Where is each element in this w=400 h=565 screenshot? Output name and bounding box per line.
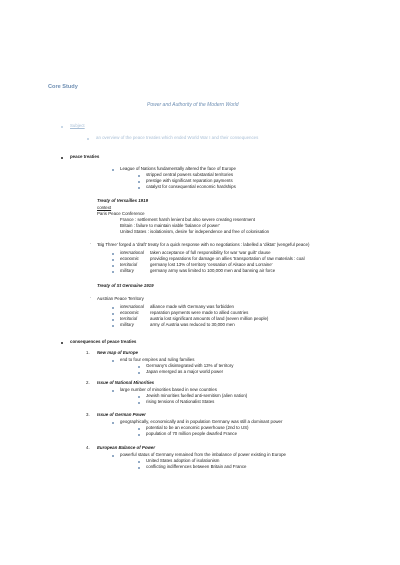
table-value: alliance made with Germany was forbidden	[150, 304, 234, 309]
versailles-line: Paris Peace Conference	[97, 211, 145, 216]
item-number: 3.	[86, 412, 90, 417]
item-number: 4.	[86, 445, 90, 450]
bullet-icon	[61, 157, 63, 159]
item-sub: potential to be an economic powerhouse (2nd to US)	[146, 425, 249, 430]
versailles-context-label: context	[97, 205, 112, 210]
intro-subject-link[interactable]: Subject	[70, 123, 85, 128]
bullet-icon	[112, 169, 114, 171]
bullet-icon	[112, 271, 114, 273]
bullet-icon	[112, 390, 114, 392]
item-title: Issue of National Minorities	[97, 380, 155, 385]
bullet-icon	[112, 319, 114, 321]
bullet-icon	[112, 455, 114, 457]
bullet-icon	[138, 396, 140, 398]
bullet-icon	[138, 181, 140, 183]
item-title: New map of Europe	[97, 350, 138, 355]
bullet-icon	[138, 175, 140, 177]
bullet-icon	[112, 313, 114, 315]
section-heading-consequences: consequences of peace treaties	[70, 339, 137, 344]
item-sub: Jewish minorities fuelled anti-semitism (alien nation)	[146, 393, 248, 398]
bullet-icon	[61, 126, 63, 128]
st-germaine-title: Treaty of St Germaine 1919	[97, 283, 154, 288]
page-title: Power and Authority of the Modern World	[147, 102, 239, 108]
item-number: 2.	[86, 380, 90, 385]
table-value: germany lost 13% of territory 'cessation of Alsace and Lorraine'	[150, 262, 273, 267]
table-key: territorial	[120, 316, 138, 321]
item-title: European Balance of Power	[97, 445, 156, 450]
big-three-line: 'Big Three' forged a 'draft' treaty for a quick response with no negotiations : labelled a 'diktat' (vengeful peace)	[97, 242, 310, 247]
league-sub: catalyst for consequential economic hardships	[146, 184, 236, 189]
item-sub: United States adoption of isolationism	[146, 458, 220, 463]
item-line: powerful status of Germany remained from the imbalance of power existing in Europe	[120, 452, 286, 457]
table-value: germany army was limited to 100,000 men and banning air force	[150, 268, 276, 273]
bullet-icon	[112, 259, 114, 261]
table-value: providing reparations for damage on allies 'transportation of raw materials : coal	[150, 256, 305, 261]
bullet-icon	[138, 366, 140, 368]
table-key: economic	[120, 256, 139, 261]
bullet-icon	[112, 253, 114, 255]
item-sub: population of 70 million people dwarfed France	[146, 431, 238, 436]
item-number: 1.	[86, 350, 90, 355]
league-line: League of Nations fundamentally altered the face of Europe	[120, 166, 236, 171]
bullet-icon	[112, 360, 114, 362]
versailles-line: France : settlement harsh lenient but also severe creating resentment	[120, 217, 255, 222]
bullet-icon	[112, 422, 114, 424]
item-sub: rising tensions of Nationalist States	[146, 399, 215, 404]
table-value: reparation payments were made to allied countries	[150, 310, 249, 315]
versailles-line: United States : isolationism, desire for independence and free of colonisation	[120, 229, 270, 234]
list-marker: ·	[90, 295, 92, 300]
versailles-title: Treaty of Versailles 1919	[97, 198, 149, 203]
item-line: end to four empires and ruling families	[120, 357, 195, 362]
league-sub: stripped central powers substantial territories	[146, 172, 234, 177]
bullet-icon	[138, 461, 140, 463]
item-sub: Japan emerged as a major world power	[146, 369, 224, 374]
table-value: austria lost significant amounts of land (seven million people)	[150, 316, 269, 321]
bullet-icon	[87, 138, 89, 140]
bullet-icon	[112, 325, 114, 327]
table-key: economic	[120, 310, 139, 315]
item-sub: Germany's disintegrated with 13% of territory	[146, 363, 234, 368]
table-key: military	[120, 268, 134, 273]
bullet-icon	[138, 372, 140, 374]
intro-description: an overview of the peace treaties which ended World War I and their consequences	[96, 135, 259, 140]
table-value: taken acceptance of full responsibility for war 'war guilt' clause	[150, 250, 271, 255]
table-key: territorial	[120, 262, 138, 267]
bullet-icon	[138, 467, 140, 469]
bullet-icon	[112, 265, 114, 267]
item-line: large number of minorities based in new countries	[120, 387, 217, 392]
bullet-icon	[138, 187, 140, 189]
section-heading-peace-treaties: peace treaties	[70, 154, 100, 159]
league-sub: prestige with significant reparation payments	[146, 178, 233, 183]
table-key: international	[120, 250, 144, 255]
bullet-icon	[61, 342, 63, 344]
bullet-icon	[138, 402, 140, 404]
table-key: international	[120, 304, 144, 309]
bullet-icon	[112, 307, 114, 309]
item-title: Issue of German Power	[97, 412, 146, 417]
bullet-icon	[138, 434, 140, 436]
table-key: military	[120, 322, 134, 327]
table-value: army of Austria was reduced to 30,000 men	[150, 322, 235, 327]
bullet-icon	[138, 428, 140, 430]
st-germaine-context: Austrian Peace Territory	[97, 296, 144, 301]
versailles-line: Britain : failure to maintain viable 'balance of power'	[120, 223, 220, 228]
core-study-label: Core Study	[48, 84, 78, 90]
item-sub: conflicting indifferences between Britain and France	[146, 464, 247, 469]
list-marker: ·	[90, 241, 92, 246]
item-line: geographically, economically and in population Germany was still a dominant power	[120, 419, 283, 424]
